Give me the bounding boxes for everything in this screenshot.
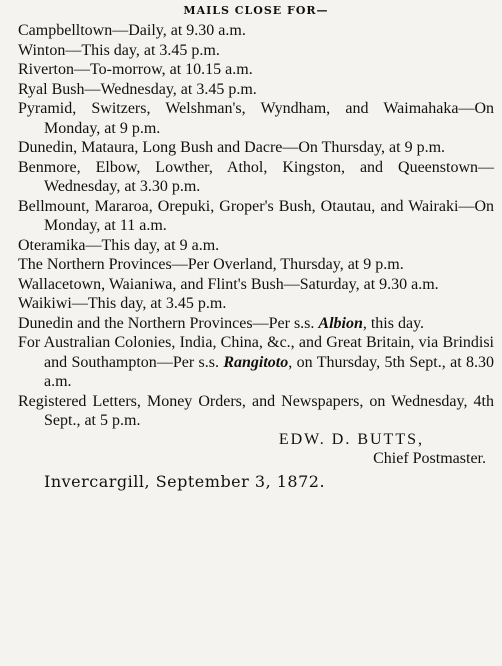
mail-destination: Dunedin, Mataura, Long Bush and Dacre — [18, 139, 283, 156]
mail-destination: Campbelltown — [18, 22, 113, 39]
mail-time: —This day, at 3.45 p.m. — [65, 41, 220, 59]
mail-entry — [18, 294, 494, 314]
mail-time: —Per s.s. — [156, 353, 224, 371]
notice-heading: MAILS CLOSE FOR— — [183, 4, 329, 17]
mail-time: —On Monday, at 9 p.m. — [44, 100, 494, 137]
mail-entry — [18, 314, 494, 334]
mail-entry — [18, 255, 494, 275]
mail-time-continued: , on Thursday, 5th Sept., at 8.30 a.m. — [44, 353, 495, 390]
mail-entry — [18, 333, 494, 392]
ship-name: Albion — [318, 314, 363, 332]
mail-time: —On Monday, at 11 a.m. — [44, 197, 494, 234]
mail-time: —This day, at 9 a.m. — [85, 236, 220, 254]
mail-time: , on Wednesday, 4th Sept., at 5 p.m. — [44, 392, 495, 429]
mail-entry — [18, 275, 494, 295]
mail-destination: Riverton — [18, 61, 74, 78]
mail-time: —Daily, at 9.30 a.m. — [112, 22, 246, 39]
mail-destination: Dunedin and the Northern Provinces — [18, 314, 253, 332]
ship-name: Rangitoto — [223, 353, 289, 371]
mail-destination: Pyramid, Switzers, Welshman's, Wyndham, and Waimahaka — [18, 100, 459, 117]
mail-entry — [18, 138, 494, 158]
mail-time: —Wednesday, at 3.45 p.m. — [84, 80, 257, 98]
mail-entry — [18, 80, 494, 100]
mail-entry — [18, 99, 494, 138]
mail-destination: For Australian Colonies, India, China, &c., and Great Britain, via Brindisi and Southampton — [18, 334, 494, 371]
mail-time: —On Thursday, at 9 p.m. — [282, 139, 446, 156]
signatory-name: EDW. D. BUTTS, — [278, 430, 424, 448]
mail-destination: Wallacetown, Waianiwa, and Flint's Bush — [18, 275, 284, 293]
mail-destination: Registered Letters, Money Orders, and Newspapers — [18, 392, 360, 410]
mail-entry — [18, 392, 494, 431]
mail-entry — [18, 41, 494, 61]
mail-destination: Benmore, Elbow, Lowther, Athol, Kingston, and Queenstown — [18, 158, 478, 176]
signatory-title: Chief Postmaster. — [373, 449, 486, 467]
mail-destination: Bellmount, Mararoa, Orepuki, Groper's Bush, Otautau, and Wairaki — [18, 197, 459, 215]
mail-destination: Winton — [18, 41, 66, 59]
dateline: Invercargill, September 3, 1872. — [44, 471, 326, 491]
mail-time: —Wednesday, at 3.30 p.m. — [44, 158, 494, 195]
mail-entry — [18, 21, 494, 41]
mail-time: —Per s.s. — [252, 314, 319, 332]
mail-time-continued: , this day. — [362, 314, 425, 332]
mail-destination: Oteramika — [18, 236, 86, 254]
mail-entry — [18, 60, 494, 80]
mail-entry — [18, 158, 494, 197]
mail-destination: Waikiwi — [18, 295, 72, 312]
mail-time: —Per Overland, Thursday, at 9 p.m. — [171, 256, 404, 273]
mail-entry — [18, 236, 494, 256]
mail-destination: The Northern Provinces — [18, 256, 172, 273]
mail-time: —To-morrow, at 10.15 a.m. — [74, 61, 253, 78]
mail-time: —Saturday, at 9.30 a.m. — [283, 275, 439, 293]
mail-time: —This day, at 3.45 p.m. — [71, 295, 227, 312]
signature-block — [18, 431, 494, 469]
mail-schedule-list — [18, 21, 494, 431]
mail-entry — [18, 197, 494, 236]
mail-destination: Ryal Bush — [18, 80, 85, 98]
